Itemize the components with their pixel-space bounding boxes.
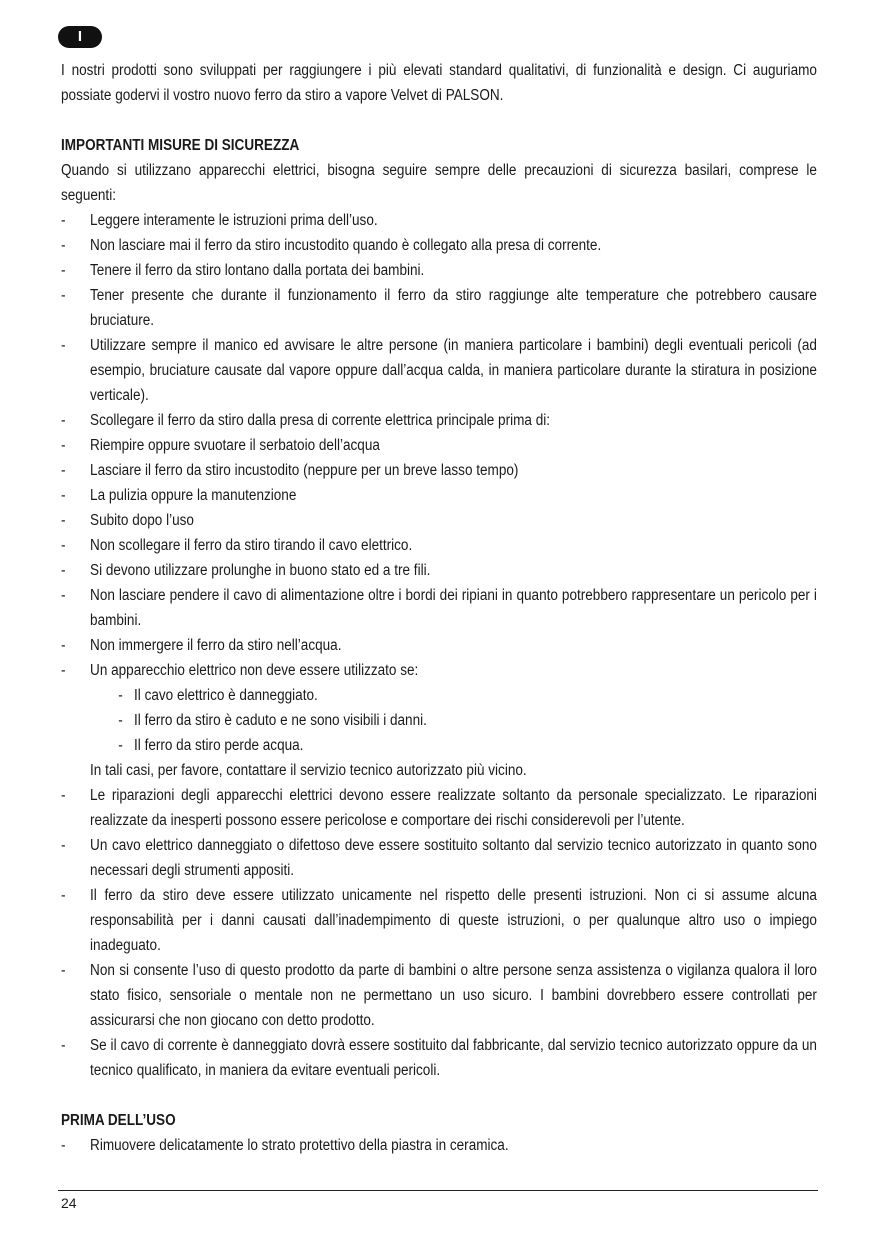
bullet-dash: - xyxy=(61,462,66,479)
list-item-text: Se il cavo di corrente è danneggiato dovrà essere sostituito dal fabbricante, dal servizio tecnico autorizzato oppure da un tecnico qualificato, in maniera da evitare eventuali pericoli. xyxy=(90,1037,817,1079)
list-item-text: Non immergere il ferro da stiro nell’acqua. xyxy=(90,637,342,654)
bullet-dash: - xyxy=(61,512,66,529)
bullet-dash: - xyxy=(61,587,66,604)
safety-list-continued xyxy=(61,783,817,1083)
sub-list-item xyxy=(118,708,817,733)
before-use-list xyxy=(61,1133,817,1158)
bullet-dash: - xyxy=(61,837,66,854)
list-item-text: Tenere il ferro da stiro lontano dalla portata dei bambini. xyxy=(90,262,425,279)
list-item xyxy=(61,483,817,508)
list-item xyxy=(61,258,817,283)
list-item-text: La pulizia oppure la manutenzione xyxy=(90,487,297,504)
list-item xyxy=(61,283,817,333)
bullet-dash: - xyxy=(118,687,123,704)
list-item-text: Non si consente l’uso di questo prodotto da parte di bambini o altre persone senza assistenza o vigilanza qualora il loro stato fisico, sensoriale o mentale non ne permettano un uso sicuro. I bambini dovrebbero essere controllati per assicurarsi che non giocano con detto prodotto. xyxy=(90,962,817,1029)
list-item-text: Scollegare il ferro da stiro dalla presa di corrente elettrica principale prima di: xyxy=(90,412,551,429)
list-item xyxy=(61,883,817,958)
safety-heading: IMPORTANTI MISURE DI SICUREZZA xyxy=(61,137,300,154)
sub-list-item xyxy=(118,683,817,708)
sub-list-item-text: Il cavo elettrico è danneggiato. xyxy=(134,687,318,704)
list-item xyxy=(61,833,817,883)
list-item xyxy=(61,783,817,833)
list-item xyxy=(61,658,817,758)
list-item-text: Non scollegare il ferro da stiro tirando il cavo elettrico. xyxy=(90,537,413,554)
before-use-heading: PRIMA DELL’USO xyxy=(61,1112,176,1129)
sub-note: In tali casi, per favore, contattare il servizio tecnico autorizzato più vicino. xyxy=(90,762,527,779)
list-item-text: Lasciare il ferro da stiro incustodito (neppure per un breve lasso tempo) xyxy=(90,462,519,479)
list-item-text: Subito dopo l’uso xyxy=(90,512,194,529)
list-item xyxy=(61,533,817,558)
list-item-text: Rimuovere delicatamente lo strato protettivo della piastra in ceramica. xyxy=(90,1137,509,1154)
spacer xyxy=(61,1083,817,1108)
bullet-dash: - xyxy=(61,262,66,279)
bullet-dash: - xyxy=(118,712,123,729)
footer-divider xyxy=(58,1190,818,1191)
list-item xyxy=(61,433,817,458)
sub-list-item-text: Il ferro da stiro perde acqua. xyxy=(134,737,304,754)
list-item-text: Non lasciare mai il ferro da stiro incustodito quando è collegato alla presa di corrente. xyxy=(90,237,602,254)
bullet-dash: - xyxy=(61,662,66,679)
list-item xyxy=(61,558,817,583)
list-item-text: Un cavo elettrico danneggiato o difettoso deve essere sostituito soltanto dal servizio tecnico autorizzato in quanto sono necessari degli strumenti appositi. xyxy=(90,837,817,879)
list-item-text: Utilizzare sempre il manico ed avvisare le altre persone (in maniera particolare i bambini) degli eventuali pericoli (ad esempio, bruciature causate dal vapore oppure dall’acqua calda, in maniera particolare durante la stiratura in posizione verticale). xyxy=(90,337,817,404)
bullet-dash: - xyxy=(61,487,66,504)
list-item xyxy=(61,958,817,1033)
bullet-dash: - xyxy=(61,787,66,804)
bullet-dash: - xyxy=(61,212,66,229)
list-item-text: Riempire oppure svuotare il serbatoio dell’acqua xyxy=(90,437,380,454)
sub-list-item xyxy=(118,733,817,758)
list-item xyxy=(61,1033,817,1083)
bullet-dash: - xyxy=(61,537,66,554)
list-item xyxy=(61,333,817,408)
list-item xyxy=(61,458,817,483)
list-item-text: Non lasciare pendere il cavo di alimentazione oltre i bordi dei ripiani in quanto potrebbero rappresentare un pericolo per i bambini. xyxy=(90,587,817,629)
list-item xyxy=(61,208,817,233)
bullet-dash: - xyxy=(61,337,66,354)
spacer xyxy=(61,108,817,133)
bullet-dash: - xyxy=(61,962,66,979)
list-item xyxy=(61,1133,817,1158)
bullet-dash: - xyxy=(61,637,66,654)
sub-list xyxy=(90,683,817,758)
bullet-dash: - xyxy=(61,1137,66,1154)
list-item xyxy=(61,633,817,658)
bullet-dash: - xyxy=(118,737,123,754)
list-item-text: Leggere interamente le istruzioni prima dell’uso. xyxy=(90,212,378,229)
list-item xyxy=(61,508,817,533)
bullet-dash: - xyxy=(61,237,66,254)
list-item xyxy=(61,583,817,633)
list-item-text: Il ferro da stiro deve essere utilizzato unicamente nel rispetto delle presenti istruzioni. Non ci si assume alcuna responsabilità per i danni causati dall’inadempimento di queste istruzioni, o per qualunque altro uso o impiego inadeguato. xyxy=(90,887,817,954)
sub-list-item-text: Il ferro da stiro è caduto e ne sono visibili i danni. xyxy=(134,712,427,729)
intro-paragraph: I nostri prodotti sono sviluppati per raggiungere i più elevati standard qualitativi, di funzionalità e design. Ci auguriamo possiate godervi il vostro nuovo ferro da stiro a vapore Velvet di PALSON. xyxy=(61,62,817,104)
bullet-dash: - xyxy=(61,412,66,429)
list-item-text: Si devono utilizzare prolunghe in buono stato ed a tre fili. xyxy=(90,562,431,579)
page-content xyxy=(61,58,817,1158)
list-item-text: Tener presente che durante il funzionamento il ferro da stiro raggiunge alte temperature che potrebbero causare bruciature. xyxy=(90,287,817,329)
list-item-text: Le riparazioni degli apparecchi elettrici devono essere realizzate soltanto da personale specializzato. Le riparazioni realizzate da inesperti possono essere pericolose e comportare dei rischi considerevoli per l’utente. xyxy=(90,787,817,829)
list-item-text: Un apparecchio elettrico non deve essere utilizzato se: xyxy=(90,662,419,679)
bullet-dash: - xyxy=(61,562,66,579)
list-item xyxy=(61,233,817,258)
bullet-dash: - xyxy=(61,437,66,454)
language-badge: I xyxy=(58,26,102,48)
bullet-dash: - xyxy=(61,887,66,904)
page-number: 24 xyxy=(61,1195,77,1211)
bullet-dash: - xyxy=(61,1037,66,1054)
safety-lead: Quando si utilizzano apparecchi elettrici, bisogna seguire sempre delle precauzioni di sicurezza basilari, comprese le seguenti: xyxy=(61,162,817,204)
safety-list xyxy=(61,208,817,758)
bullet-dash: - xyxy=(61,287,66,304)
list-item xyxy=(61,408,817,433)
